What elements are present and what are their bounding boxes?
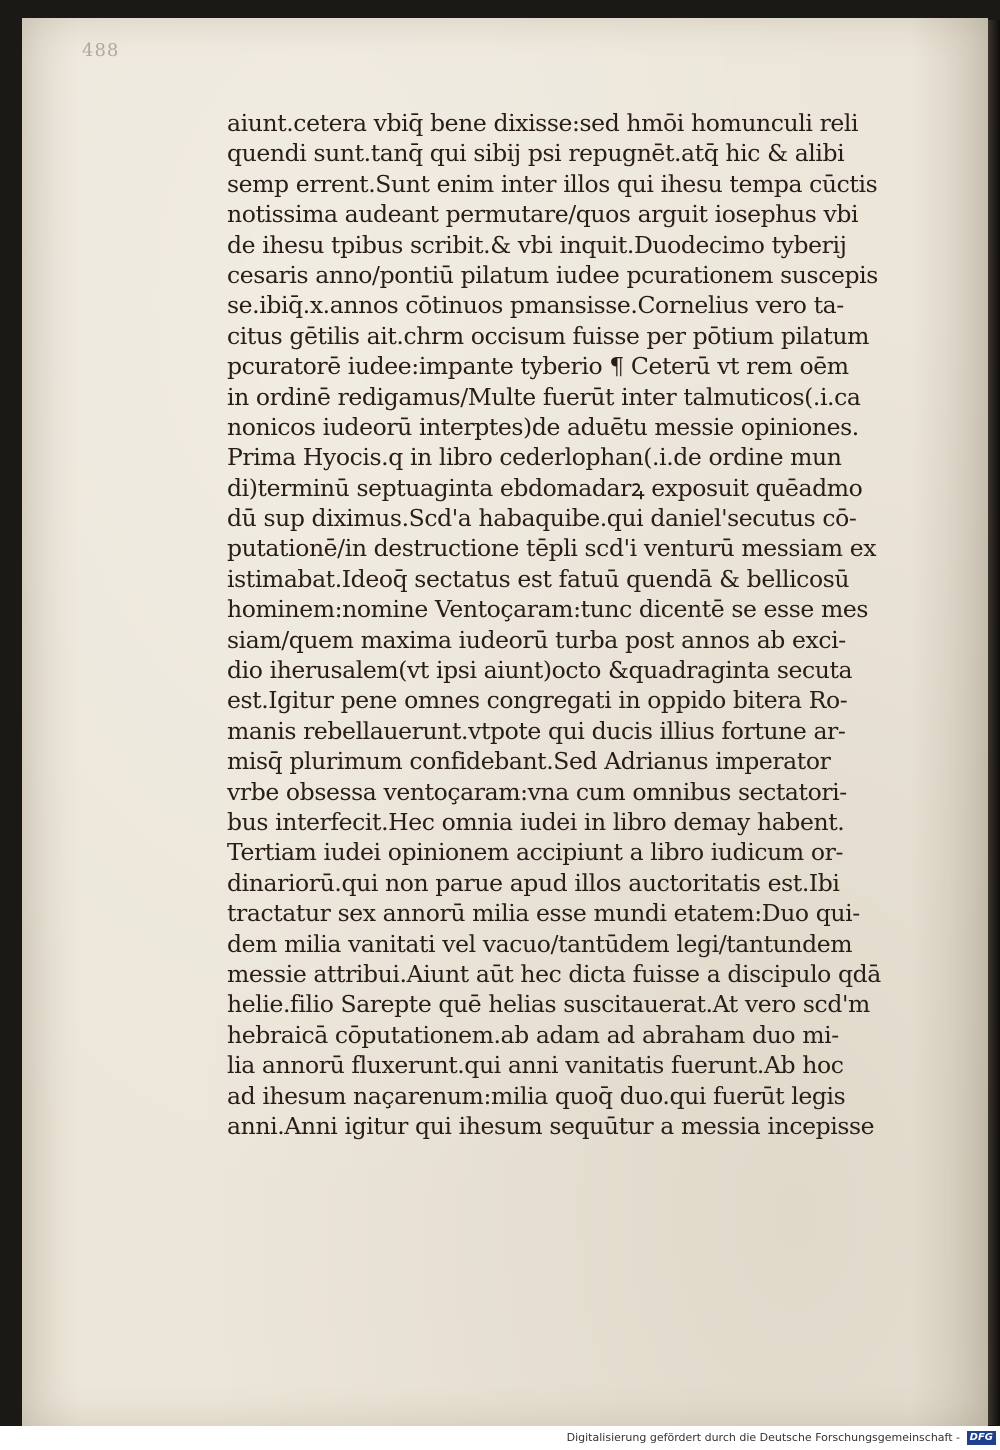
text-block	[227, 108, 927, 1141]
text-line: misq̄ plurimum confidebant.Sed Adrianus imperator	[227, 747, 831, 776]
text-line: manis rebellauerunt.vtpote qui ducis illius fortune ar-	[227, 716, 846, 745]
text-line: ad ihesum naçarenum:milia quoq̄ duo.qui fuerūt legis	[227, 1081, 846, 1110]
text-line: putationē/in destructione tēpli scd'i venturū messiam ex	[227, 534, 877, 563]
text-line: hebraicā cōputationem.ab adam ad abraham duo mi-	[227, 1020, 839, 1049]
text-line: in ordinē redigamus/Multe fuerūt inter talmuticos(.i.ca	[227, 382, 861, 411]
folio-mark: 488	[82, 40, 120, 61]
text-line: pcuratorē iudee:impante tyberio ¶ Ceterū vt rem oēm	[227, 352, 849, 381]
text-line: siam/quem maxima iudeorū turba post annos ab exci-	[227, 625, 846, 654]
text-line: Prima Hyocis.q in libro cederlophan(.i.de ordine mun	[227, 443, 842, 472]
text-line: aiunt.cetera vbiq̄ bene dixisse:sed hmōi homunculi reli	[227, 109, 859, 137]
text-line: lia annorū fluxerunt.qui anni vanitatis fuerunt.Ab hoc	[227, 1051, 844, 1080]
text-line: quendi sunt.tanq̄ qui sibij psi repugnēt.atq̄ hic & alibi	[227, 139, 845, 168]
text-line: di)terminū septuaginta ebdomadarꝝ exposuit quēadmo	[227, 473, 863, 502]
text-line: citus gētilis ait.chrm occisum fuisse per pōtium pilatum	[227, 321, 870, 350]
text-line: dio iherusalem(vt ipsi aiunt)octo &quadraginta secuta	[227, 656, 853, 685]
text-line: nonicos iudeorū interptes)de aduētu messie opiniones.	[227, 412, 859, 441]
footer-bar	[0, 1426, 1000, 1450]
text-line: de ihesu tpibus scribit.& vbi inquit.Duodecimo tyberij	[227, 230, 847, 259]
text-line: messie attribui.Aiunt aūt hec dicta fuisse a discipulo qdā	[227, 959, 881, 988]
page-edge	[988, 20, 1000, 1425]
text-line: est.Igitur pene omnes congregati in oppido bitera Ro-	[227, 686, 848, 715]
text-line: cesaris anno/pontiū pilatum iudee pcurationem suscepis	[227, 260, 878, 289]
text-line: anni.Anni igitur qui ihesum sequūtur a messia incepisse	[227, 1111, 875, 1140]
text-line: vrbe obsessa ventoçaram:vna cum omnibus sectatori-	[227, 777, 847, 806]
text-line: hominem:nomine Ventoçaram:tunc dicentē se esse mes	[227, 595, 869, 624]
dfg-logo: DFG	[967, 1431, 996, 1445]
text-line: dem milia vanitati vel vacuo/tantūdem legi/tantundem	[227, 929, 853, 958]
text-line: dū sup diximus.Scd'a habaquibe.qui daniel'secutus cō-	[227, 504, 857, 533]
text-line: dinariorū.qui non parue apud illos auctoritatis est.Ibi	[227, 868, 840, 897]
text-line: Tertiam iudei opinionem accipiunt a libro iudicum or-	[227, 838, 843, 867]
book-page	[22, 18, 988, 1426]
text-line: semp errent.Sunt enim inter illos qui ihesu tempa cūctis	[227, 169, 878, 198]
text-line: notissima audeant permutare/quos arguit iosephus vbi	[227, 200, 859, 229]
text-line: tractatur sex annorū milia esse mundi etatem:Duo qui-	[227, 899, 860, 928]
text-line: helie.filio Sarepte quē helias suscitauerat.At vero scd'm	[227, 990, 870, 1019]
funding-notice: Digitalisierung gefördert durch die Deutsche Forschungsgemeinschaft -	[566, 1431, 960, 1444]
text-line: istimabat.Ideoq̄ sectatus est fatuū quendā & bellicosū	[227, 564, 850, 593]
text-line: bus interfecit.Hec omnia iudei in libro demay habent.	[227, 807, 845, 836]
text-line: se.ibiq̄.x.annos cōtinuos pmansisse.Cornelius vero ta-	[227, 291, 844, 320]
